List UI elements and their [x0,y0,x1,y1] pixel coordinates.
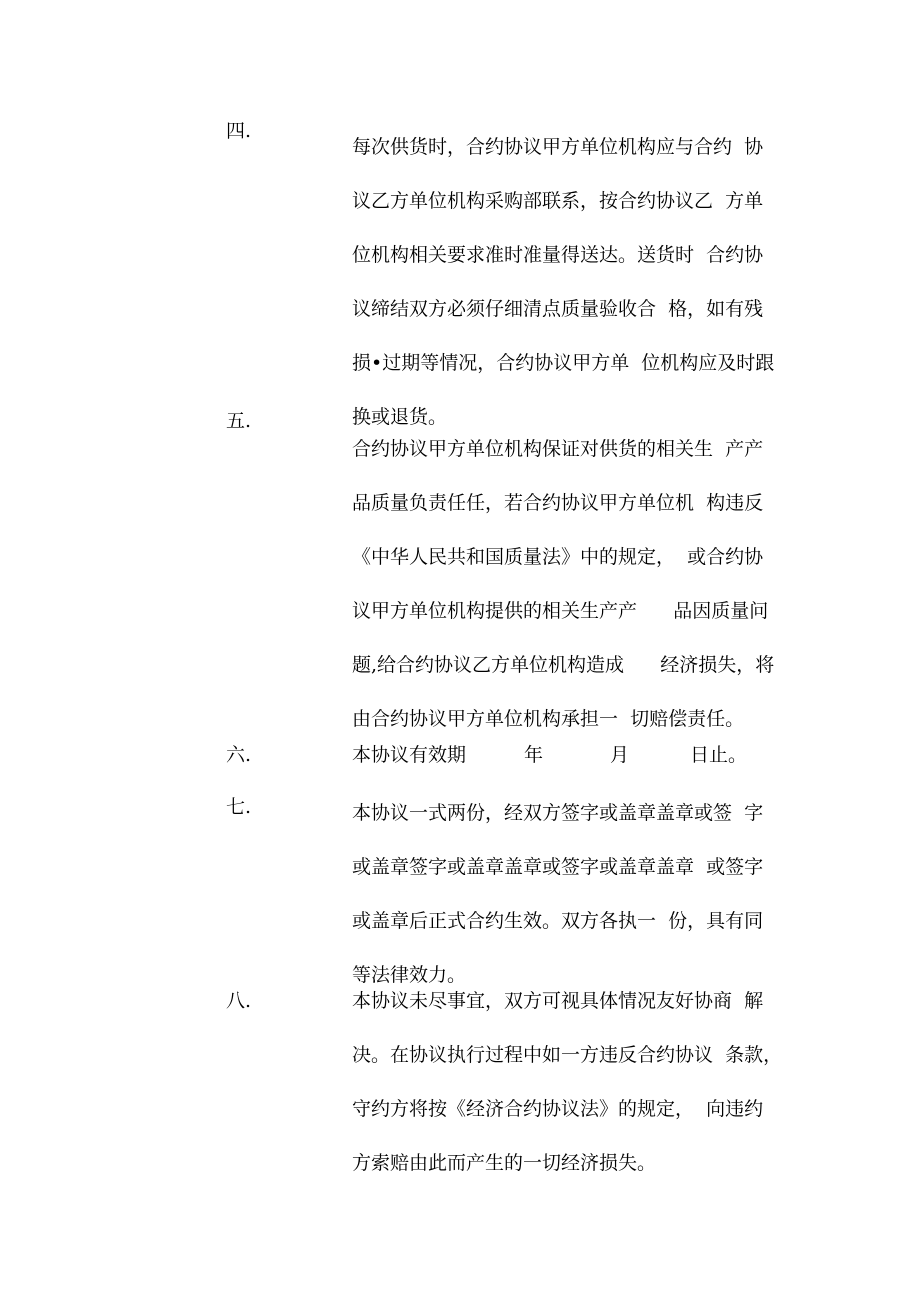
clause-8-line-4: 方索赔由此而产生的一切经济损失。 [352,1152,657,1174]
clause-8-number: 八. [226,990,252,1012]
clause-7-line-4: 等法律效力。 [352,964,467,986]
clause-5-line-2: 品质量负责任任，若合约协议甲方单位机 构违反 [352,492,764,514]
clause-8-line-3: 守约方将按《经济合约协议法》的规定， 向违约 [352,1098,764,1120]
clause-7-line-1: 本协议一式两份，经双方签字或盖章盖章或签 字 [352,802,764,824]
clause-4-text [352,120,792,428]
clause-5-line-1: 合约协议甲方单位机构保证对供货的相关生 产产 [352,438,764,460]
clause-4-line-2: 议乙方单位机构采购部联系，按合约协议乙 方单 [352,190,764,212]
month-label: 月 [610,744,630,766]
day-label: 日止。 [690,744,748,766]
clause-5-text [352,422,792,752]
clause-7-number: 七. [226,796,252,818]
clause-6-number: 六. [226,744,252,766]
clause-4-line-6: 换或退货。 [352,406,448,428]
year-label: 年 [524,744,544,766]
clause-8-line-1: 本协议未尽事宜，双方可视具体情况友好协商 解 [352,990,764,1012]
clause-4-line-1: 每次供货时，合约协议甲方单位机构应与合约 协 [352,136,764,158]
clause-7-text [352,786,792,1002]
clause-8-text [352,974,792,1174]
clause-4-line-4: 议缔结双方必须仔细清点质量验收合 格，如有残 [352,298,764,320]
clause-7-line-3: 或盖章后正式合约生效。双方各执一 份，具有同 [352,910,764,932]
clause-4-line-3: 位机构相关要求准时准量得送达。送货时 合约协 [352,244,764,266]
clause-5-line-6: 由合约协议甲方单位机构承担一 切赔偿责任。 [352,708,745,730]
clause-7-line-2: 或盖章签字或盖章盖章或签字或盖章盖章 或签字 [352,856,764,878]
clause-4-number: 四. [226,120,252,142]
clause-8-line-2: 决。在协议执行过程中如一方违反合约协议 条款， [352,1044,783,1066]
clause-5-number: 五. [226,410,252,432]
clause-5-line-4: 议甲方单位机构提供的相关生产产 品因质量问 [352,600,769,622]
validity-label: 本协议有效期 [352,744,467,766]
clause-4-line-5: 损•过期等情况，合约协议甲方单 位机构应及时跟 [352,352,775,374]
clause-5-line-5: 题,给合约协议乙方单位机构造成 经济损失，将 [352,654,775,676]
clause-5-line-3: 《中华人民共和国质量法》中的规定， 或合约协 [352,546,764,568]
